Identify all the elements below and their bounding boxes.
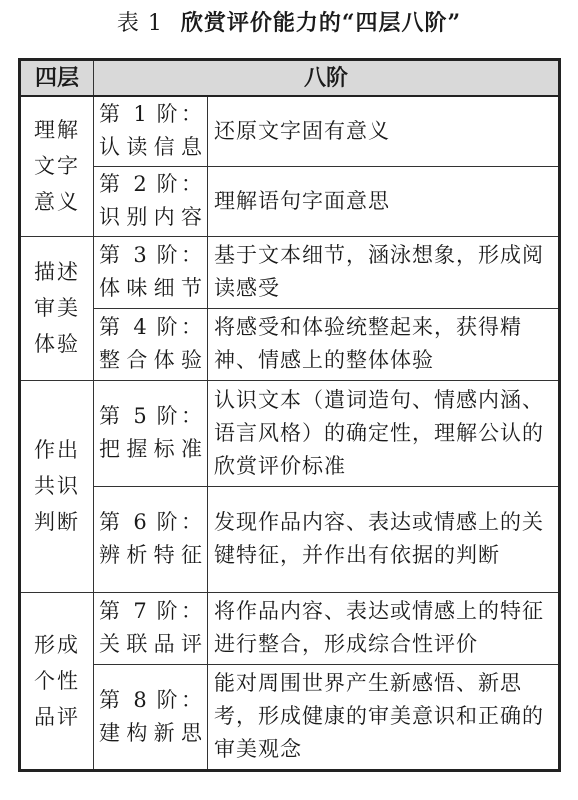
stage-description: 基于文本细节，涵泳想象，形成阅读感受: [208, 236, 560, 308]
stage-cell: [94, 380, 208, 486]
stage-step: 第 8 阶：: [99, 687, 202, 712]
header-stages: 八阶: [94, 60, 560, 97]
stage-step: 第 1 阶：: [99, 102, 202, 127]
layer-name-line: 意义: [34, 190, 80, 215]
table-header-row: [20, 60, 560, 97]
stage-cell: [94, 308, 208, 380]
table-row: [20, 592, 560, 664]
layer-cell: [20, 96, 94, 236]
stage-description: 发现作品内容、表达或情感上的关键特征，并作出有依据的判断: [208, 486, 560, 592]
stage-name: 辨析特征: [99, 543, 202, 567]
table-row: [20, 236, 560, 308]
stage-name: 认读信息: [99, 135, 202, 160]
layer-cell: [20, 380, 94, 592]
layer-cell: [20, 592, 94, 770]
layer-name-line: 理解: [34, 118, 80, 143]
stage-name: 关联品评: [99, 632, 202, 656]
layer-name-line: 文字: [34, 154, 80, 179]
layer-name-line: 描述: [34, 260, 80, 284]
table-row: [20, 486, 560, 592]
layer-name-line: 个性: [34, 668, 80, 693]
stage-step: 第 5 阶：: [99, 404, 202, 428]
stage-description: 将作品内容、表达或情感上的特征进行整合，形成综合性评价: [208, 592, 560, 664]
layer-name-line: 审美: [34, 296, 80, 320]
stage-step: 第 7 阶：: [99, 599, 202, 623]
layer-name-line: 体验: [34, 332, 80, 356]
stage-step: 第 2 阶：: [99, 172, 202, 196]
table-title-text: 欣赏评价能力的“四层八阶”: [180, 10, 462, 36]
table-row: [20, 664, 560, 770]
stage-step: 第 3 阶：: [99, 243, 202, 267]
layer-cell: [20, 236, 94, 380]
table-title: [0, 6, 578, 37]
table-row: [20, 96, 560, 166]
table-row: [20, 166, 560, 236]
table-number: 表 1: [116, 11, 163, 36]
stage-name: 识别内容: [99, 205, 202, 229]
stage-name: 体味细节: [99, 276, 202, 300]
layer-name-line: 作出: [34, 438, 80, 462]
header-layers: 四层: [20, 60, 94, 97]
layer-name-line: 判断: [34, 510, 80, 534]
stage-cell: [94, 96, 208, 166]
stage-description: 还原文字固有意义: [208, 96, 560, 166]
four-layers-eight-stages-table: [18, 58, 561, 772]
stage-name: 整合体验: [99, 348, 202, 372]
stage-cell: [94, 592, 208, 664]
stage-cell: [94, 236, 208, 308]
table-row: [20, 380, 560, 486]
stage-cell: [94, 166, 208, 236]
stage-description: 能对周围世界产生新感悟、新思考，形成健康的审美意识和正确的审美观念: [208, 664, 560, 770]
stage-step: 第 4 阶：: [99, 315, 202, 339]
stage-description: 将感受和体验统整起来，获得精神、情感上的整体体验: [208, 308, 560, 380]
stage-name: 把握标准: [99, 437, 202, 461]
stage-description: 理解语句字面意思: [208, 166, 560, 236]
layer-name-line: 共识: [34, 474, 80, 498]
table-row: [20, 308, 560, 380]
layer-name-line: 品评: [34, 704, 80, 729]
stage-description: 认识文本（遣词造句、情感内涵、语言风格）的确定性，理解公认的欣赏评价标准: [208, 380, 560, 486]
stage-name: 建构新思: [99, 720, 202, 745]
stage-cell: [94, 486, 208, 592]
layer-name-line: 形成: [34, 632, 80, 657]
stage-step: 第 6 阶：: [99, 510, 202, 534]
stage-cell: [94, 664, 208, 770]
